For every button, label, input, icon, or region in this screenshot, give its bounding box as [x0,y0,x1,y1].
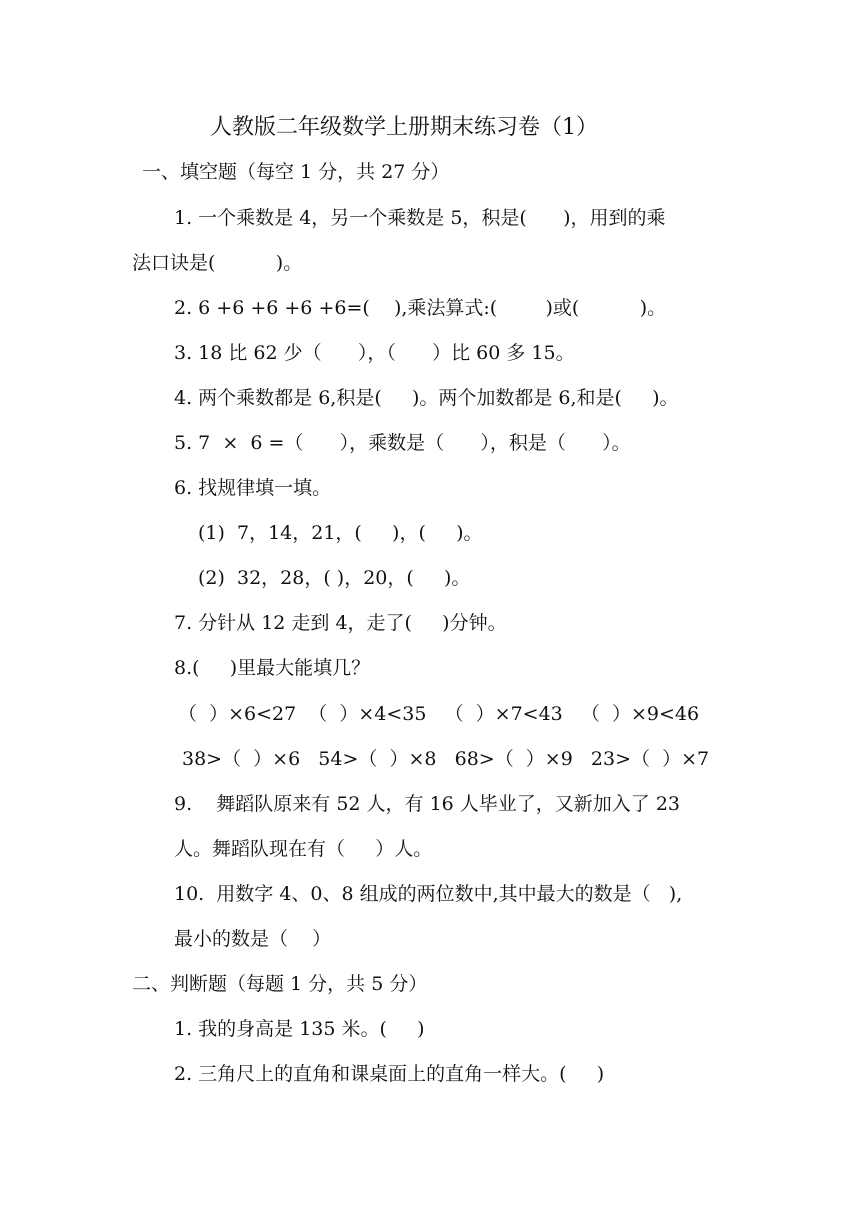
question-6-part-1: (1) 7，14，21，( )，( )。 [198,522,483,544]
question-1-line-2: 法口诀是( )。 [132,252,303,274]
question-9-line-2: 人。舞蹈队现在有（ ）人。 [174,838,433,860]
question-8-row-2: 38>（ ）×6 54>（ ）×8 68>（ ）×9 23>（ ）×7 [182,748,710,770]
question-4: 4. 两个乘数都是 6,积是( )。两个加数都是 6,和是( )。 [174,387,679,409]
question-9-line-1: 9. 舞蹈队原来有 52 人，有 16 人毕业了，又新加入了 23 [174,793,681,815]
question-8-row-1: （ ）×6<27 （ ）×4<35 （ ）×7<43 （ ）×9<46 [178,703,700,725]
question-6: 6. 找规律填一填。 [174,477,332,499]
question-8: 8.( )里最大能填几？ [174,657,371,679]
question-3: 3. 18 比 62 少（ ），（ ）比 60 多 15。 [174,342,575,364]
question-2: 2. 6 +6 +6 +6 +6=( ),乘法算式:( )或( )。 [174,297,667,319]
question-10-line-1: 10. 用数字 4、0、8 组成的两位数中,其中最大的数是（ ), [174,883,683,905]
page-title: 人教版二年级数学上册期末练习卷（1） [210,115,598,140]
question-6-part-2: (2) 32，28，( )，20，( )。 [198,567,471,589]
question-10-line-2: 最小的数是（ ） [174,928,332,950]
judge-question-2: 2. 三角尺上的直角和课桌面上的直角一样大。( ) [174,1063,605,1085]
section-1-heading: 一、填空题（每空 1 分，共 27 分） [142,161,450,183]
section-2-heading: 二、判断题（每题 1 分，共 5 分） [132,973,428,995]
question-5: 5. 7 × 6 =（ ），乘数是（ ），积是（ ）。 [174,432,631,454]
question-1-line-1: 1. 一个乘数是 4，另一个乘数是 5，积是( )，用到的乘 [174,207,666,229]
judge-question-1: 1. 我的身高是 135 米。( ) [174,1018,425,1040]
question-7: 7. 分针从 12 走到 4，走了( )分钟。 [174,612,507,634]
